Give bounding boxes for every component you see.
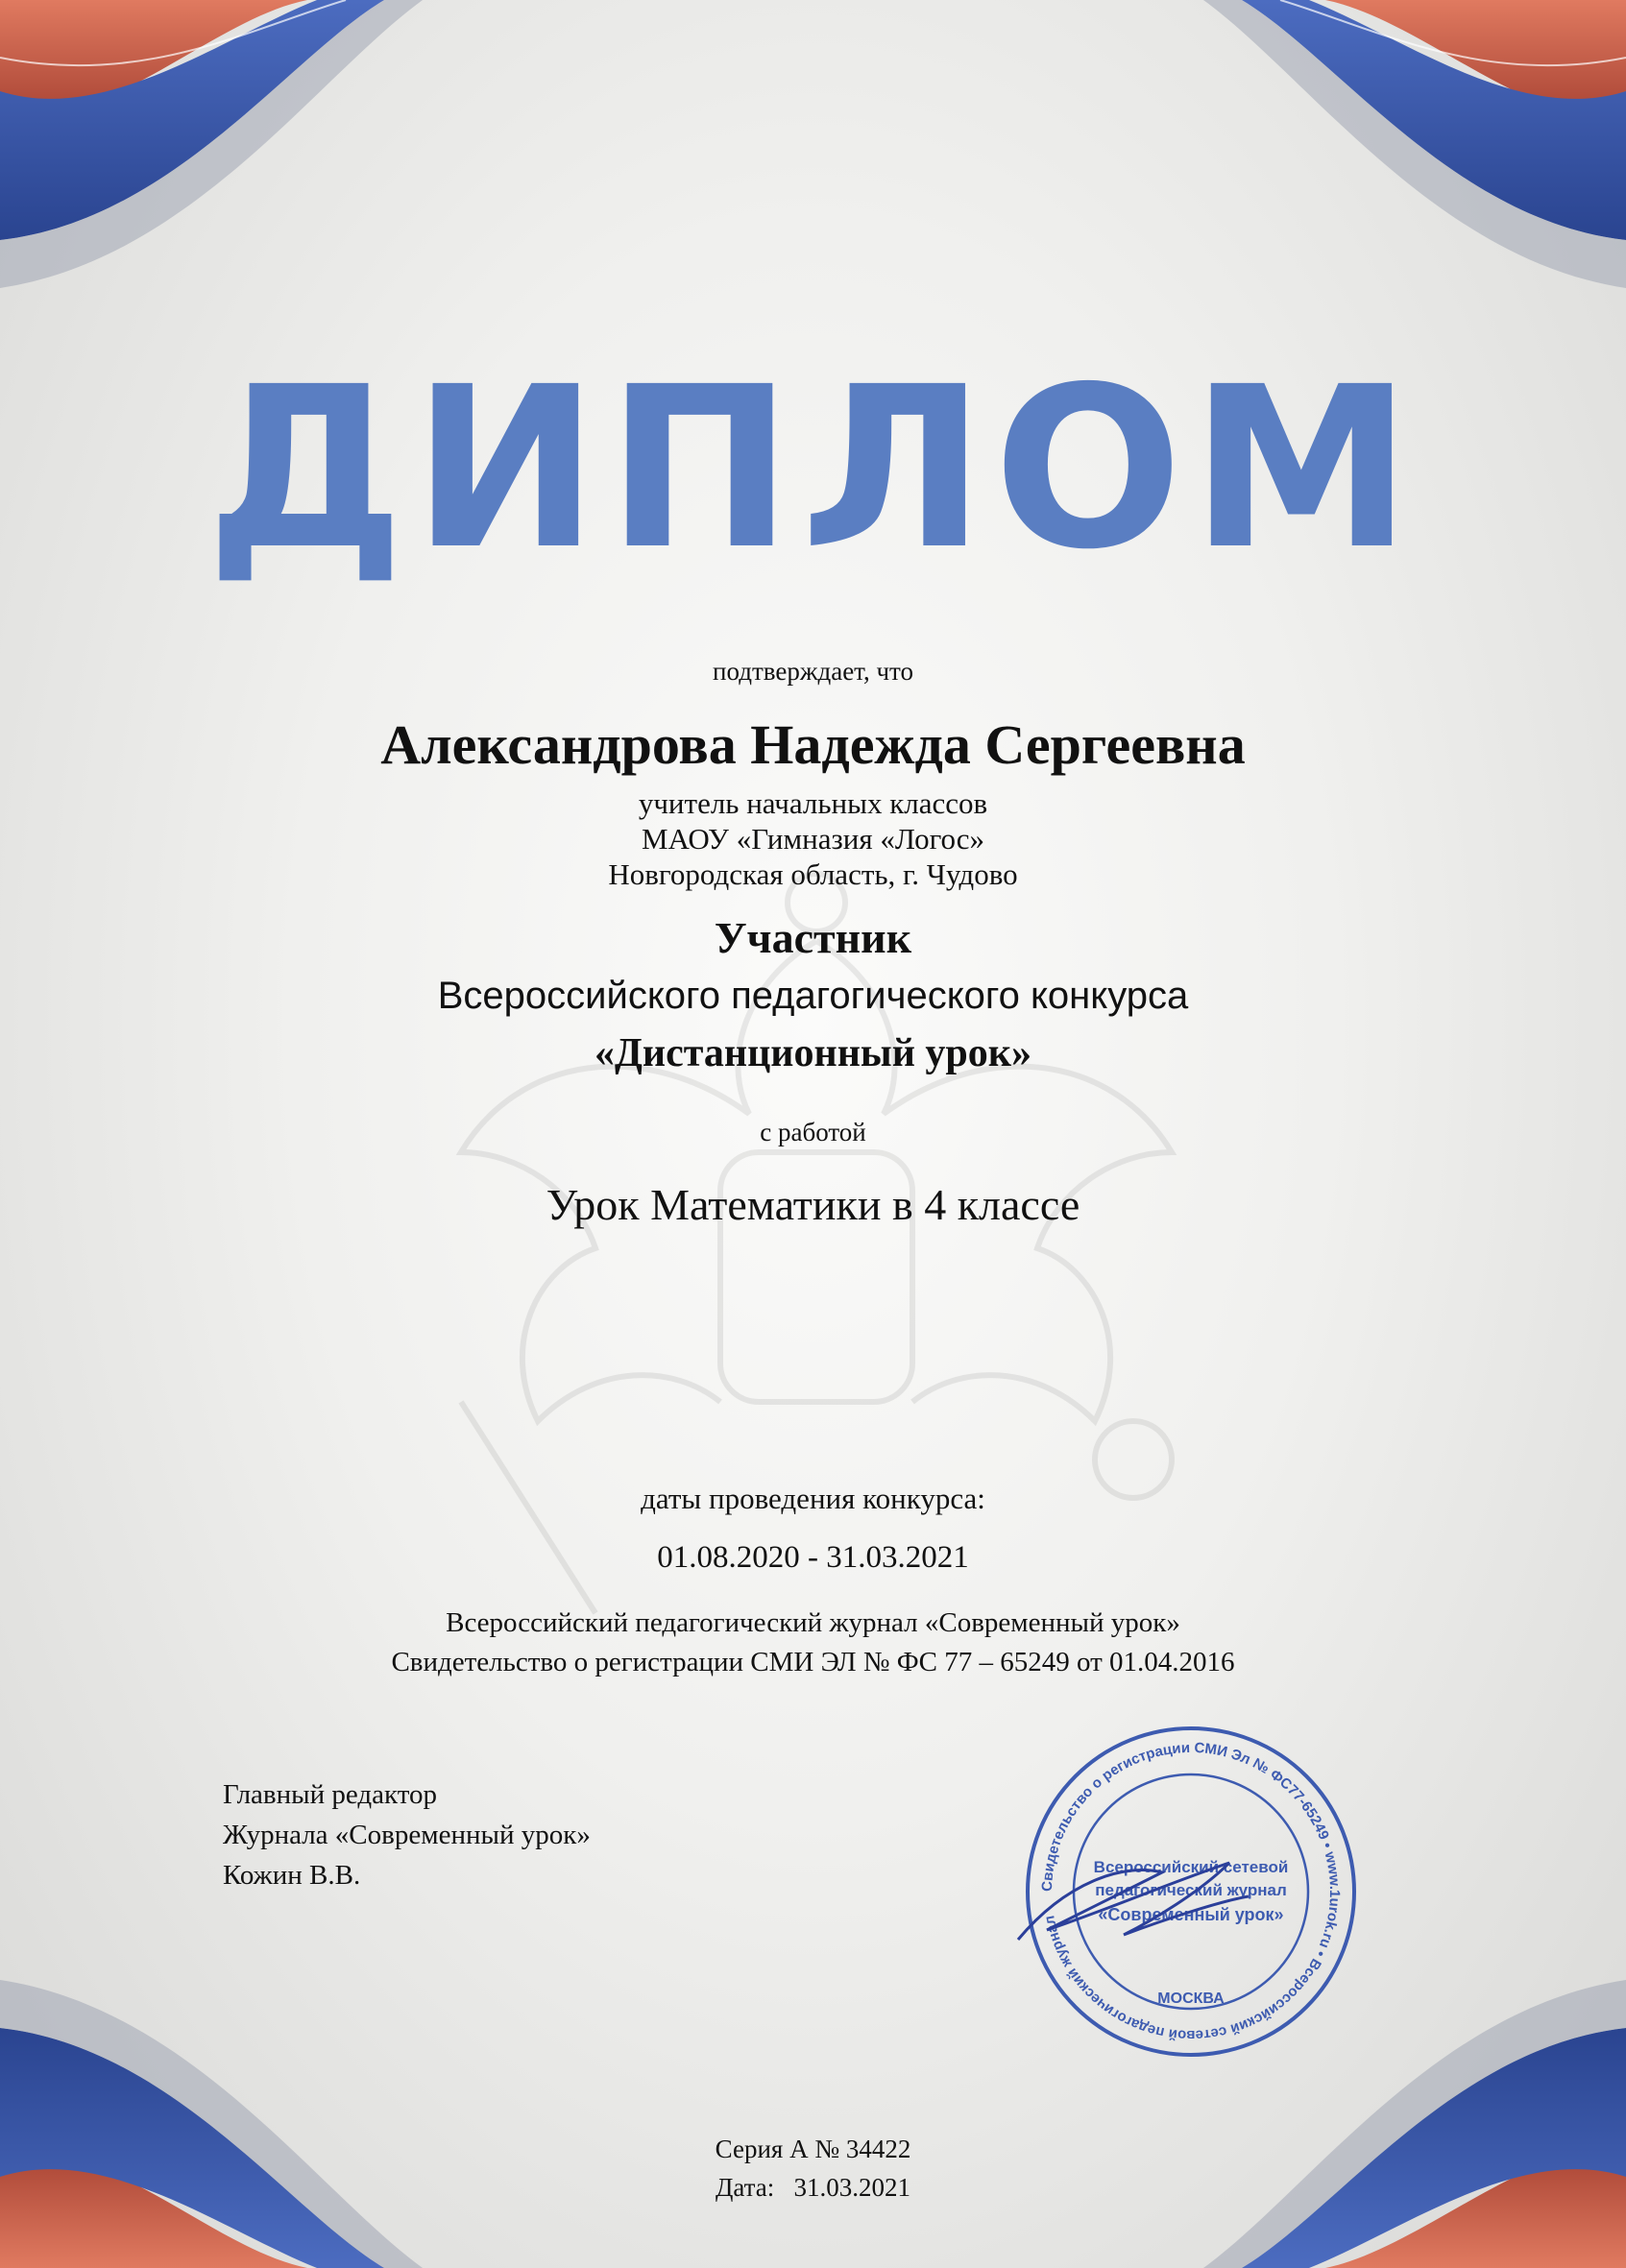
stamp-ring-text: Свидетельство о регистрации СМИ Эл № ФС77-65249 • www.1urok.ru • Всероссийский сетевой педагогический журнал bbox=[1038, 1739, 1344, 2044]
recipient-location: Новгородская область, г. Чудово bbox=[608, 857, 1018, 891]
editor-journal: Журнала «Современный урок» bbox=[223, 1820, 591, 1850]
editor-position: Главный редактор bbox=[223, 1779, 438, 1810]
dates-label: даты проведения конкурса: bbox=[641, 1482, 985, 1515]
registration-certificate: Свидетельство о регистрации СМИ ЭЛ № ФС 77 – 65249 от 01.04.2016 bbox=[391, 1647, 1235, 1677]
work-title: Урок Математики в 4 классе bbox=[546, 1180, 1080, 1229]
editor-name: Кожин В.В. bbox=[223, 1860, 361, 1891]
stamp-center-line-3: «Современный урок» bbox=[1098, 1905, 1284, 1924]
participant-status: Участник bbox=[714, 913, 912, 962]
work-label: с работой bbox=[760, 1118, 866, 1146]
confirm-text: подтверждает, что bbox=[713, 657, 913, 686]
issue-date: Дата: 31.03.2021 bbox=[715, 2173, 911, 2202]
stamp-center-line-2: педагогический журнал bbox=[1095, 1881, 1287, 1899]
stamp-center-line-1: Всероссийский сетевой bbox=[1093, 1858, 1289, 1876]
recipient-position: учитель начальных классов bbox=[638, 786, 988, 820]
bottom-ribbon-decoration bbox=[0, 1865, 1626, 2268]
diploma-footer bbox=[0, 2130, 1626, 2207]
diploma-title: ДИПЛОМ bbox=[206, 339, 1420, 598]
stamp-city: МОСКВА bbox=[1157, 1991, 1225, 2007]
contest-dates: 01.08.2020 - 31.03.2021 bbox=[657, 1540, 969, 1575]
contest-name: Всероссийского педагогического конкурса bbox=[437, 975, 1189, 1017]
recipient-school: МАОУ «Гимназия «Логос» bbox=[641, 822, 985, 856]
contest-title: «Дистанционный урок» bbox=[595, 1031, 1031, 1075]
series-number: Серия А № 34422 bbox=[715, 2135, 911, 2163]
journal-name: Всероссийский педагогический журнал «Современный урок» bbox=[446, 1607, 1180, 1638]
recipient-name: Александрова Надежда Сергеевна bbox=[380, 713, 1246, 776]
